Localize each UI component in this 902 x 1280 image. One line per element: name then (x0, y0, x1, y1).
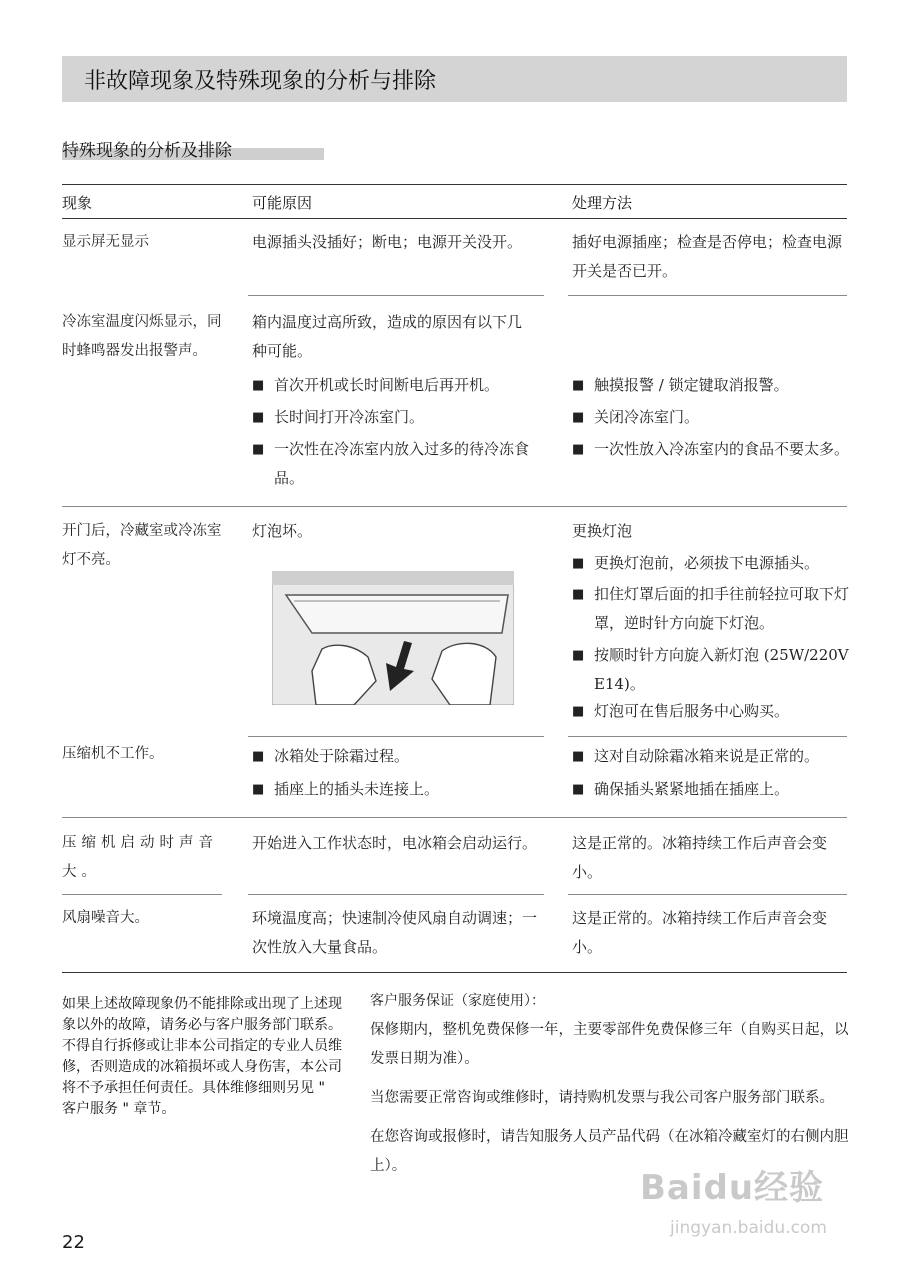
section-title: 特殊现象的分析及排除 (62, 141, 232, 161)
bullet-icon: ■ (572, 704, 585, 719)
row3-fix-item: ■ 灯泡可在售后服务中心购买。 (572, 697, 852, 726)
row3-fix-item: ■ 更换灯泡前，必须拔下电源插头。 (572, 549, 852, 578)
row3-fix-item: ■ 扣住灯罩后面的扣手往前轻拉可取下灯罩，逆时针方向旋下灯泡。 (572, 580, 852, 638)
bullet-icon: ■ (572, 648, 585, 663)
row3-symptom: 开门后，冷藏室或冷冻室灯不亮。 (62, 523, 222, 568)
table-top-rule (62, 184, 847, 185)
page-number: 22 (62, 1232, 85, 1253)
bullet-icon: ■ (572, 556, 585, 571)
page-title: 非故障现象及特殊现象的分析与排除 (84, 69, 437, 94)
row4-fix-item: ■ 确保插头紧紧地插在插座上。 (572, 775, 852, 804)
bullet-icon: ■ (252, 749, 265, 764)
bullet-icon: ■ (572, 442, 585, 457)
bullet-icon: ■ (572, 749, 585, 764)
row3-rule-cause (248, 736, 544, 737)
service-paragraph: 当您需要正常咨询或维修时，请持购机发票与我公司客户服务部门联系。 (370, 1090, 834, 1106)
bullet-icon: ■ (572, 378, 585, 393)
table-bottom-rule (62, 972, 847, 973)
row3-fix-title: 更换灯泡 (572, 522, 633, 540)
row2-cause-item: ■ 首次开机或长时间断电后再开机。 (252, 371, 547, 400)
bullet-icon: ■ (252, 442, 265, 457)
bullet-icon: ■ (572, 782, 585, 797)
row1-rule-cause (248, 295, 544, 296)
col-header-cause: 可能原因 (252, 194, 313, 212)
lamp-replacement-illustration (272, 571, 514, 705)
row2-cause-item: ■ 一次性在冷冻室内放入过多的待冷冻食品。 (252, 435, 547, 493)
row2-fix-item: ■ 一次性放入冷冻室内的食品不要太多。 (572, 435, 850, 464)
row6-cause: 环境温度高；快速制冷使风扇自动调速；一次性放入大量食品。 (252, 909, 538, 956)
row1-symptom: 显示屏无显示 (62, 234, 149, 250)
row2-symptom: 冷冻室温度闪烁显示，同时蜂鸣器发出报警声。 (62, 314, 222, 359)
row4-fix-item: ■ 这对自动除霜冰箱来说是正常的。 (572, 742, 852, 771)
bullet-icon: ■ (252, 378, 265, 393)
row6-fix: 这是正常的。冰箱持续工作后声音会变小。 (572, 909, 828, 956)
watermark-brand: Baidu经验 (640, 1168, 825, 1208)
table-header-rule (62, 218, 847, 219)
row2-cause-item: ■ 长时间打开冷冻室门。 (252, 403, 547, 432)
page-header-bar (62, 56, 847, 102)
row4-rule (62, 817, 847, 818)
service-paragraph: 在您咨询或报修时，请告知服务人员产品代码（在冰箱冷藏室灯的右侧内胆上）。 (370, 1129, 849, 1174)
row5-rule-fix (568, 894, 847, 895)
row2-fix-item: ■ 关闭冷冻室门。 (572, 403, 850, 432)
row2-rule (62, 506, 847, 507)
service-title: 客户服务保证（家庭使用）： (370, 993, 545, 1009)
bullet-icon: ■ (572, 587, 585, 602)
warning-note: 如果上述故障现象仍不能排除或出现了上述现象以外的故障，请务必与客户服务部门联系。不得自行拆修或让非本公司指定的专业人员维修，否则造成的冰箱损坏或人身伤害，本公司将不予承担任何责任。具体维修细则另见 " 客户服务 " 章节。 (62, 996, 342, 1117)
col-header-symptom: 现象 (62, 194, 93, 212)
row2-fix-item: ■ 触摸报警 / 锁定键取消报警。 (572, 371, 850, 400)
row4-symptom: 压缩机不工作。 (62, 746, 164, 762)
row5-symptom: 压缩机启动时声音大。 (62, 835, 218, 880)
row5-rule-symptom (62, 894, 222, 895)
row5-cause: 开始进入工作状态时，电冰箱会启动运行。 (252, 834, 538, 852)
bullet-icon: ■ (252, 782, 265, 797)
service-paragraph: 保修期内，整机免费保修一年，主要零部件免费保修三年（自购买日起，以发票日期为准）。 (370, 1022, 849, 1067)
row3-rule-fix (568, 736, 847, 737)
watermark-url: jingyan.baidu.com (670, 1218, 827, 1238)
row1-rule-fix (568, 295, 847, 296)
row1-fix: 插好电源插座；检查是否停电；检查电源开关是否已开。 (572, 233, 843, 280)
row4-cause-item: ■ 冰箱处于除霜过程。 (252, 742, 547, 771)
row1-cause: 电源插头没插好；断电；电源开关没开。 (252, 233, 523, 251)
row4-cause-item: ■ 插座上的插头未连接上。 (252, 775, 547, 804)
row5-fix: 这是正常的。冰箱持续工作后声音会变小。 (572, 834, 828, 881)
row3-cause: 灯泡坏。 (252, 522, 313, 540)
row6-symptom: 风扇噪音大。 (62, 910, 149, 926)
row2-cause-intro: 箱内温度过高所致，造成的原因有以下几种可能。 (252, 313, 523, 360)
row3-fix-item: ■ 按顺时针方向旋入新灯泡 (25W/220V E14)。 (572, 641, 852, 699)
row5-rule-cause (248, 894, 544, 895)
bullet-icon: ■ (252, 410, 265, 425)
bullet-icon: ■ (572, 410, 585, 425)
col-header-fix: 处理方法 (572, 194, 633, 212)
